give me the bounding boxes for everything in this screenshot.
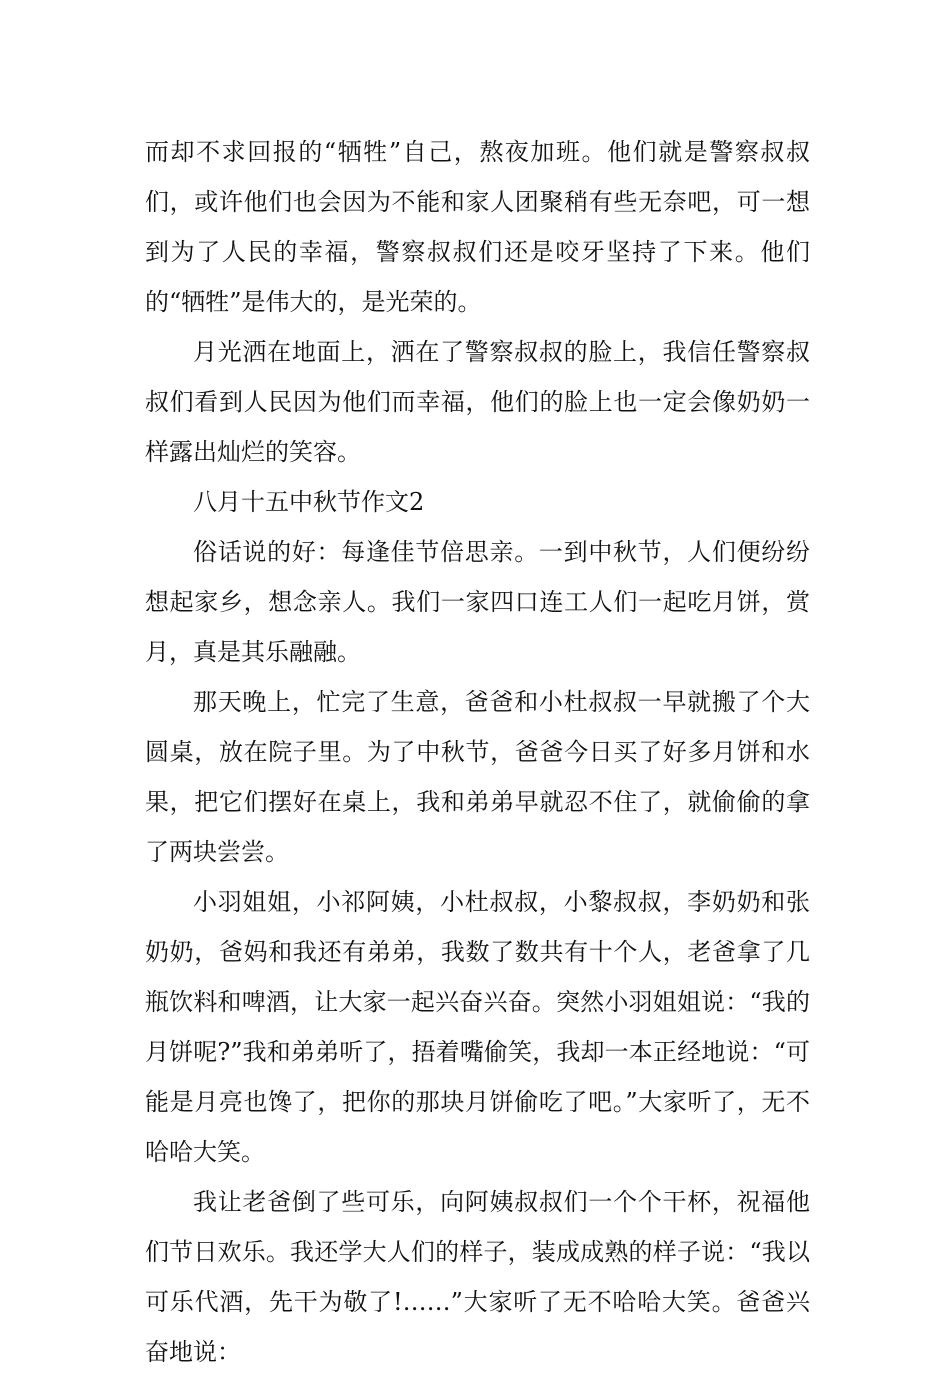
- paragraph: 俗话说的好：每逢佳节倍思亲。一到中秋节，人们便纷纷想起家乡，想念亲人。我们一家四口连工人们一起吃月饼，赏月，真是其乐融融。: [145, 538, 810, 666]
- section-heading: 八月十五中秋节作文2: [193, 488, 425, 516]
- paragraph: 月光洒在地面上，洒在了警察叔叔的脸上，我信任警察叔叔们看到人民因为他们而幸福，他们的脸上也一定会像奶奶一样露出灿烂的笑容。: [145, 338, 810, 466]
- paragraph: 小羽姐姐，小祁阿姨，小杜叔叔，小黎叔叔，李奶奶和张奶奶，爸妈和我还有弟弟，我数了数共有十个人，老爸拿了几瓶饮料和啤酒，让大家一起兴奋兴奋。突然小羽姐姐说：“我的月饼呢?”我和弟弟听了，捂着嘴偷笑，我却一本正经地说：“可能是月亮也馋了，把你的那块月饼偷吃了吧。”大家听了，无不哈哈大笑。: [145, 888, 810, 1166]
- paragraph: 那天晚上，忙完了生意，爸爸和小杜叔叔一早就搬了个大圆桌，放在院子里。为了中秋节，爸爸今日买了好多月饼和水果，把它们摆好在桌上，我和弟弟早就忍不住了，就偷偷的拿了两块尝尝。: [145, 688, 810, 866]
- paragraph-continuation: 而却不求回报的“牺牲”自己，熬夜加班。他们就是警察叔叔们，或许他们也会因为不能和家人团聚稍有些无奈吧，可一想到为了人民的幸福，警察叔叔们还是咬牙坚持了下来。他们的“牺牲”是伟大的，是光荣的。: [145, 138, 810, 316]
- paragraph: 我让老爸倒了些可乐，向阿姨叔叔们一个个干杯，祝福他们节日欢乐。我还学大人们的样子，装成成熟的样子说：“我以可乐代酒，先干为敬了!……”大家听了无不哈哈大笑。爸爸兴奋地说：: [145, 1188, 810, 1366]
- document-body: [145, 127, 810, 1377]
